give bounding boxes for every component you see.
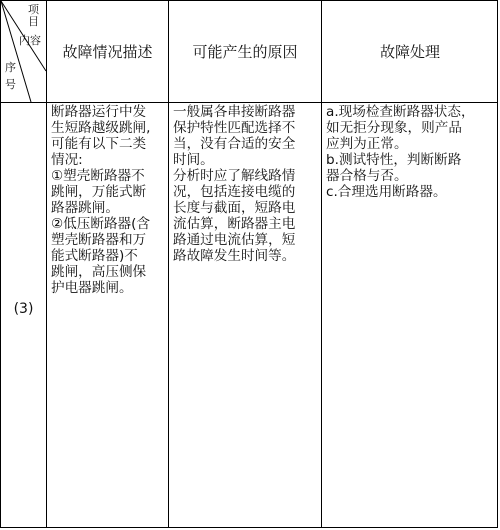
cell-handling: a.现场检查断路器状态， 如无拒分现象，则产品 应判为正常。 b.测试特性，判断断路 器合格与否。 c.合理选用断路器。 xyxy=(326,104,475,200)
header-handling: 故障处理 xyxy=(379,43,440,61)
header-divider xyxy=(1,102,497,103)
header-description: 故障情况描述 xyxy=(62,43,153,61)
cell-cause: 一般属各串接断路器 保护特性匹配选择不 当，没有合适的安全 时间。 分析时应了解线路情 况，包括连接电缆的 长度与截面，短路电 流估算，断路器主电 路通过电流估算，短 路故障发生时间等。 xyxy=(173,104,296,264)
row-serial-number: (3) xyxy=(13,301,34,317)
corner-label-serial: 序号 xyxy=(5,61,16,91)
header-cause: 可能产生的原因 xyxy=(192,43,298,61)
corner-header-cell xyxy=(1,1,46,102)
corner-label-item: 项目 xyxy=(28,3,39,28)
corner-label-content: 内容 xyxy=(19,34,41,47)
cell-description: 断路器运行中发 生短路越级跳闸, 可能有以下二类 情况: ①塑壳断路器不 跳闸，万能式断 路器跳闸。 ②低压断路器(含 塑壳断路器和万 能式断路器)不 跳闸，高压侧保 护电器跳闸。 xyxy=(51,104,151,296)
